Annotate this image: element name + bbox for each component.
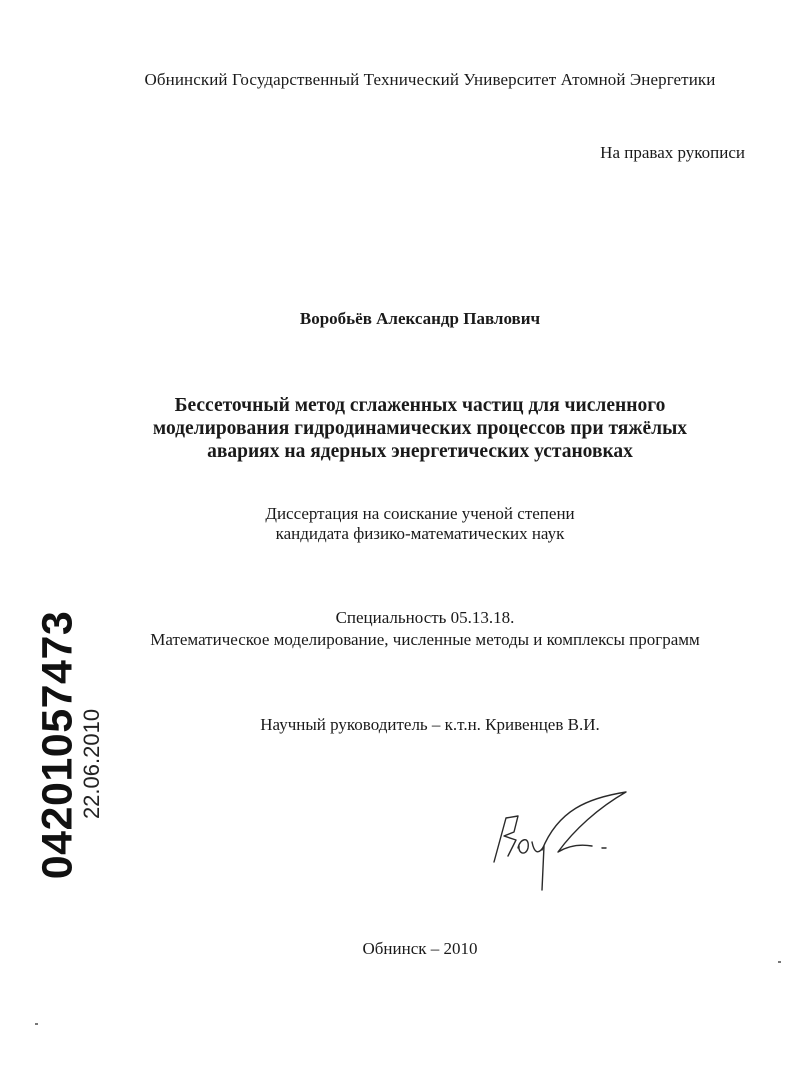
scan-speck <box>778 961 781 963</box>
title-line: моделирования гидродинамических процессов при тяжёлых <box>152 418 688 439</box>
scientific-advisor: Научный руководитель – к.т.н. Кривенцев В.И. <box>260 715 600 734</box>
author-name: Воробьёв Александр Павлович <box>299 309 541 328</box>
signature-image <box>488 790 638 900</box>
specialty-code: Специальность 05.13.18. <box>335 608 515 627</box>
registration-number-stamp: 04201057473 <box>33 610 82 880</box>
title-line: Бессеточный метод сглаженных частиц для численного <box>174 395 666 416</box>
dissertation-title <box>105 394 735 463</box>
rights-note: На правах рукописи <box>600 143 745 162</box>
specialty-block <box>100 607 750 651</box>
title-line: авариях на ядерных энергетических установках <box>207 441 633 462</box>
scan-speck <box>35 1023 38 1025</box>
city-year: Обнинск – 2010 <box>362 939 478 958</box>
specialty-description: Математическое моделирование, численные методы и комплексы программ <box>150 630 700 649</box>
degree-line: кандидата физико-математических наук <box>275 524 565 543</box>
registration-date-stamp: 22.06.2010 <box>79 708 104 820</box>
degree-statement <box>200 504 640 544</box>
university-name: Обнинский Государственный Технический Университет Атомной Энергетики <box>144 70 716 89</box>
degree-line: Диссертация на соискание ученой степени <box>265 504 575 523</box>
